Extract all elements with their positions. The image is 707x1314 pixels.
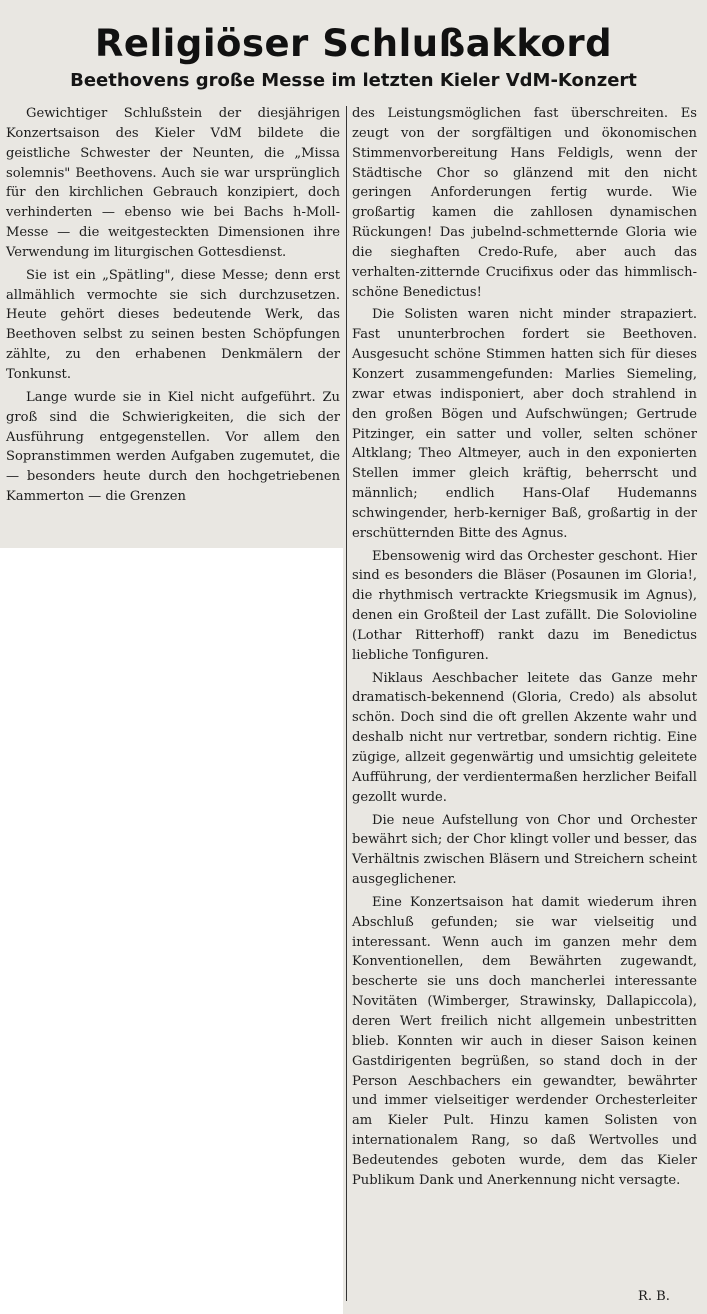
author-signature: R. B. [638,1289,670,1304]
article-headline: Religiöser Schlußakkord [94,22,613,65]
paragraph: Ebensowenig wird das Orchester geschont. Hier sind es besonders die Bläser (Posaunen im Gloria!, die rhythmisch vertrackte Kriegsmusik im Agnus), denen ein Großteil der Last zufällt. Die Solovioline (Lothar Ritterhoff) rankt dazu im Benedictus liebliche Tonfiguren. [352,548,697,663]
paragraph: Die Solisten waren nicht minder strapaziert. Fast ununterbrochen fordert sie Beethoven. Ausgesucht schöne Stimmen hatten sich für dieses Konzert zusammengefunden: Marlies Siemeling, zwar etwas indisponiert, aber doch strahlend in den großen Bögen und Aufschwüngen; Gertrude Pitzinger, ein satter und voller, selten schöner Altklang; Theo Altmeyer, auch in den exponierten Stellen immer gleich kräftig, beherrscht und männlich; endlich Hans-Olaf Hudemanns schwingender, herb-kerniger Baß, großartig in der erschütternden Bitte des Agnus. [352,307,697,541]
paragraph: Sie ist ein „Spätling", diese Messe; denn erst allmählich vermochte sie sich durchzusetzen. Heute gehört dieses bedeutende Werk, das Beethoven selbst zu seinen besten Schöpfungen zählte, zu den erhabenen Denkmälern der Tonkunst. [6,267,340,382]
right-column [352,104,697,1191]
paragraph: Lange wurde sie in Kiel nicht aufgeführt. Zu groß sind die Schwierigkeiten, die sich der Ausführung entgegenstellen. Vor allem den Sopranstimmen werden Aufgaben zugemutet, die — besonders heute durch den hochgetriebenen Kammerton — die Grenzen [6,389,340,505]
paragraph: Eine Konzertsaison hat damit wiederum ihren Abschluß gefunden; sie war vielseitig und interessant. Wenn auch im ganzen mehr dem Konventionellen, dem Bewährten zugewandt, bescherte sie uns doch mancherlei interessante Novitäten (Wimberger, Strawinsky, Dallapiccola), deren Wert freilich nicht allgemein unbestritten blieb. Konnten wir auch in dieser Saison keinen Gastdirigenten begrüßen, so stand doch in der Person Aeschbachers ein gewandter, bewährter und immer vielseitiger werdender Orchesterleiter am Kieler Pult. Hinzu kamen Solisten von internationalem Rang, so daß Wertvolles und Bedeutendes geboten wurde, dem das Kieler Publikum Dank und Anerkennung nicht versagte. [352,894,697,1188]
paragraph: des Leistungsmöglichen fast überschreiten. Es zeugt von der sorgfältigen und ökonomischen Stimmenvorbereitung Hans Feldigls, wenn der Städtische Chor so glänzend mit den nicht geringen Anforderungen fertig wurde. Wie großartig kamen die zahllosen dynamischen Rückungen! Das jubelnd-schmetternde Gloria wie die sieghaften Credo-Rufe, aber auch das verhalten-zitternde Crucifixus oder das himmlisch-schöne Benedictus! [352,106,697,300]
paragraph: Die neue Aufstellung von Chor und Orchester bewährt sich; der Chor klingt voller und besser, das Verhältnis zwischen Bläsern und Streichern scheint ausgeglichener. [352,812,697,888]
column-divider [346,106,347,1301]
left-column [6,104,340,507]
paragraph: Gewichtiger Schlußstein der diesjährigen Konzertsaison des Kieler VdM bildete die geistliche Schwester der Neunten, die „Missa solemnis" Beethovens. Auch sie war ursprünglich für den kirchlichen Gebrauch konzipiert, doch verhinderten — ebenso wie bei Bachs h-Moll-Messe — die weitgesteckten Dimensionen ihre Verwendung im liturgischen Gottesdienst. [6,106,340,260]
article-subheadline: Beethovens große Messe im letzten Kieler VdM-Konzert [70,70,637,91]
paragraph: Niklaus Aeschbacher leitete das Ganze mehr dramatisch-bekennend (Gloria, Credo) als absolut schön. Doch sind die oft grellen Akzente wahr und deshalb nicht nur vertretbar, sondern richtig. Eine zügige, allzeit gegenwärtig und umsichtig geleitete Aufführung, der verdientermaßen herzlicher Beifall gezollt wurde. [352,670,697,805]
